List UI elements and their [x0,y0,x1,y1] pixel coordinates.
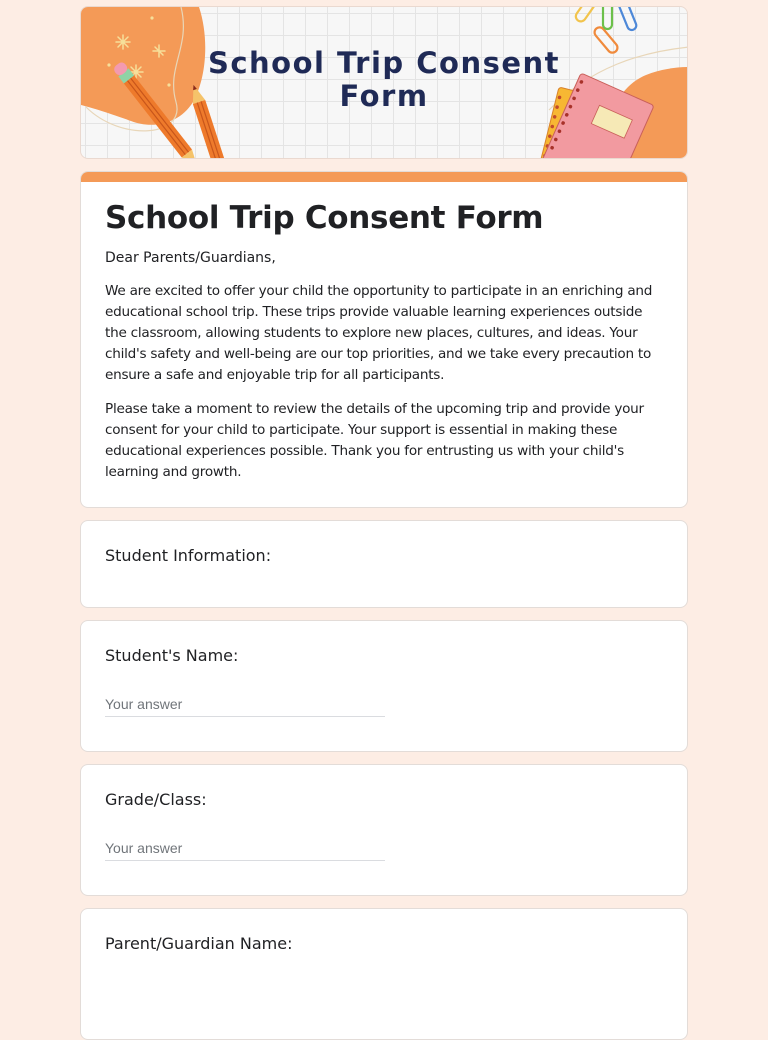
form-container [80,6,688,1040]
banner-title-line2: Form [339,79,429,113]
header-banner-image [80,6,688,159]
section-student-information [80,520,688,608]
question-label: Parent/Guardian Name: [105,934,293,953]
form-greeting: Dear Parents/Guardians, [105,250,276,266]
question-grade-class [80,764,688,896]
form-description-paragraph: Please take a moment to review the details of the upcoming trip and provide your consent for your child to participate. Your support is essential in making these educational experiences possible. Thank you for entrusting us with your child's learning and growth. [105,401,644,480]
grade-class-input[interactable] [105,840,385,861]
question-parent-guardian-name [80,908,688,1040]
header-accent-bar [81,172,687,182]
section-title: Student Information: [105,546,272,565]
question-label: Student's Name: [105,646,239,665]
question-student-name [80,620,688,752]
banner-title [81,47,687,113]
question-label: Grade/Class: [105,790,207,809]
form-header-card [80,171,688,508]
student-name-input[interactable] [105,696,385,717]
banner-title-line1: School Trip Consent [207,46,561,80]
form-description-paragraph: We are excited to offer your child the opportunity to participate in an enriching and educational school trip. These trips provide valuable learning experiences outside the classroom, allowing students to explore new places, cultures, and ideas. Your child's safety and well-being are our top priorities, and we take every precaution to ensure a safe and enjoyable trip for all participants. [105,283,653,383]
form-title: School Trip Consent Form [105,200,544,236]
